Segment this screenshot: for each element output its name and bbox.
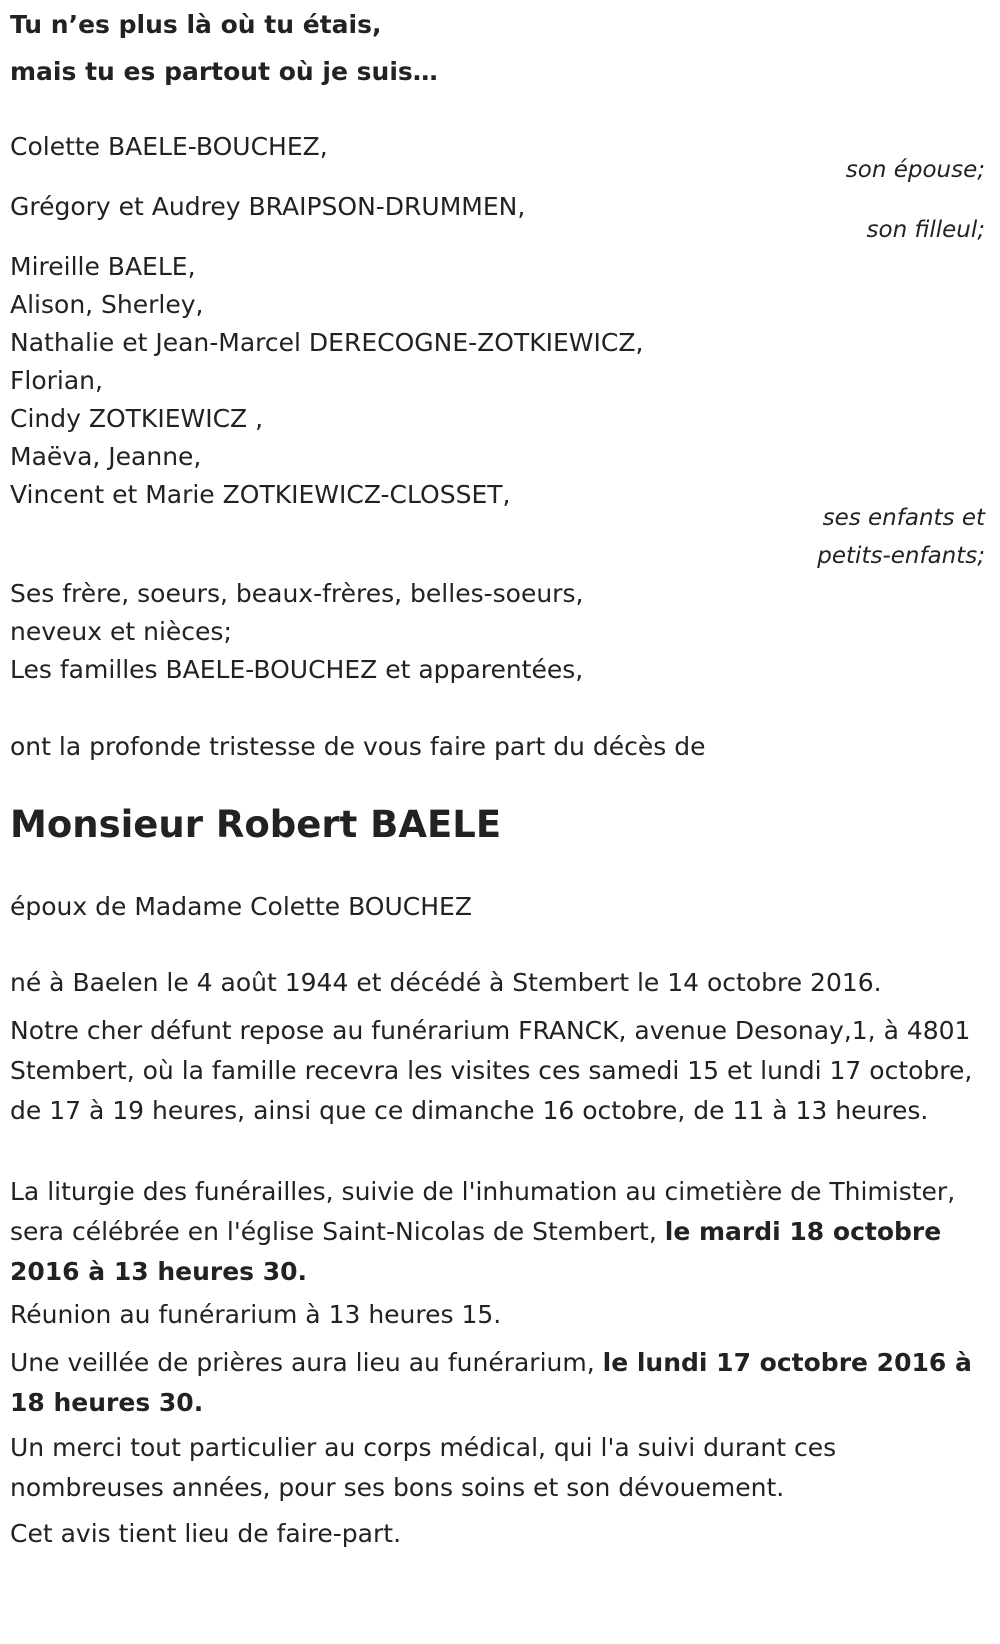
vigil-text: Une veillée de prières aura lieu au funérarium, [10, 1348, 603, 1377]
funeral-text: La liturgie des funérailles, suivie de l'inhumation au cimetière de Thimister, sera célébrée en l'église Saint-Nicolas de Stembert, [10, 1177, 956, 1246]
child-line: Vincent et Marie ZOTKIEWICZ-CLOSSET, [10, 480, 511, 509]
child-line: Cindy ZOTKIEWICZ , [10, 404, 264, 433]
funeral-paragraph [10, 1172, 985, 1292]
relatives-line: Ses frère, soeurs, beaux-frères, belles-soeurs, [10, 579, 584, 608]
child-line: Mireille BAELE, [10, 252, 196, 281]
heading-line-1: Tu n’es plus là où tu étais, [10, 10, 382, 39]
meeting-line: Réunion au funérarium à 13 heures 15. [10, 1300, 502, 1329]
child-line: Florian, [10, 366, 103, 395]
child-line: Maëva, Jeanne, [10, 442, 202, 471]
relatives-line: Les familles BAELE-BOUCHEZ et apparentées, [10, 655, 584, 684]
children-role-line-2: petits-enfants; [817, 543, 985, 569]
spouse-role: son épouse; [845, 157, 985, 183]
thanks-paragraph: Un merci tout particulier au corps médical, qui l'a suivi durant ces nombreuses années, pour ses bons soins et son dévouement. [10, 1433, 837, 1502]
relatives-line: neveux et nièces; [10, 617, 232, 646]
deceased-dates: né à Baelen le 4 août 1944 et décédé à Stembert le 14 octobre 2016. [10, 968, 882, 997]
spouse-name: Colette BAELE-BOUCHEZ, [10, 132, 328, 161]
godson-name: Grégory et Audrey BRAIPSON-DRUMMEN, [10, 192, 526, 221]
deceased-name: Monsieur Robert BAELE [10, 803, 502, 846]
rest-paragraph: Notre cher défunt repose au funérarium FRANCK, avenue Desonay,1, à 4801 Stembert, où la famille recevra les visites ces samedi 15 et lundi 17 octobre, de 17 à 19 heures, ainsi que ce dimanche 16 octobre, de 11 à 13 heures. [10, 1016, 973, 1125]
funeral-date: le mardi 18 octobre 2016 à 13 heures 30. [10, 1217, 942, 1286]
notice-line: Cet avis tient lieu de faire-part. [10, 1519, 402, 1548]
vigil-date: le lundi 17 octobre 2016 à 18 heures 30. [10, 1348, 972, 1417]
children-role-line-1: ses enfants et [822, 505, 985, 531]
heading-line-2: mais tu es partout où je suis… [10, 57, 438, 86]
vigil-paragraph [10, 1343, 985, 1423]
child-line: Alison, Sherley, [10, 290, 204, 319]
godson-role: son filleul; [866, 217, 985, 243]
announcement: ont la profonde tristesse de vous faire part du décès de [10, 732, 706, 761]
child-line: Nathalie et Jean-Marcel DERECOGNE-ZOTKIEWICZ, [10, 328, 644, 357]
deceased-spouse-of: époux de Madame Colette BOUCHEZ [10, 892, 472, 921]
